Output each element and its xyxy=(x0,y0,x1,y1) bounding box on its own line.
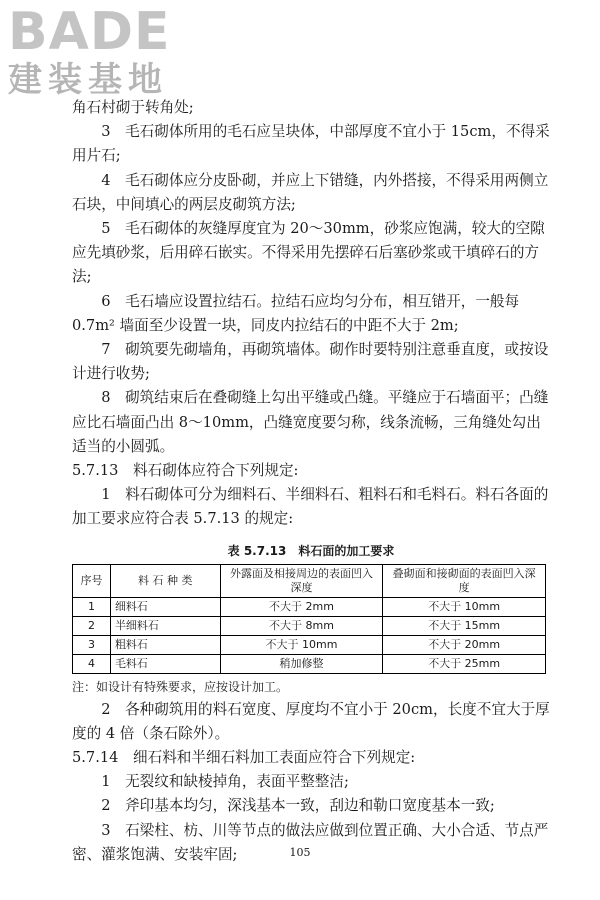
paragraph-5-7-14-item-1: 1 无裂纹和缺棱掉角，表面平整整洁; xyxy=(101,773,349,791)
cell-exposed-depth: 不大于 10mm xyxy=(220,635,383,654)
logo-brand-text: BADE xyxy=(8,2,171,62)
paragraph-item-4: 4 毛石砌体应分皮卧砌，并应上下错缝，内外搭接，不得采用两侧立石块，中间填心的两层皮砌筑方法; xyxy=(72,171,549,213)
page-number: 105 xyxy=(289,846,311,859)
cell-index: 2 xyxy=(73,616,111,635)
paragraph-5-7-13-item-2: 2 各种砌筑用的料石宽度、厚度均不宜小于 20cm，长度不宜大于厚度的 4 倍（条石除外）。 xyxy=(72,700,550,742)
section-heading-5-7-13: 5.7.13 料石砌体应符合下列规定: xyxy=(72,462,299,480)
table-title: 表 5.7.13 料石面的加工要求 xyxy=(227,543,395,558)
cell-bed-depth: 不大于 15mm xyxy=(383,616,546,635)
cell-bed-depth: 不大于 20mm xyxy=(383,635,546,654)
cell-stone-type: 半细料石 xyxy=(110,616,220,635)
cell-index: 1 xyxy=(73,597,111,616)
document-body xyxy=(72,96,550,867)
table-container xyxy=(72,542,550,674)
header-bed-depth: 叠砌面和接砌面的表面凹入深度 xyxy=(383,564,546,597)
paragraph-item-7: 7 砌筑要先砌墙角，再砌筑墙体。砌作时要特别注意垂直度，或按设计进行收势; xyxy=(72,341,549,383)
table-note: 注：如设计有特殊要求，应按设计加工。 xyxy=(72,679,289,694)
cell-bed-depth: 不大于 25mm xyxy=(383,654,546,673)
cell-stone-type: 细料石 xyxy=(110,597,220,616)
brand-logo xyxy=(8,2,171,100)
header-exposed-depth: 外露面及相接周边的表面凹入深度 xyxy=(220,564,383,597)
paragraph-item-5: 5 毛石砌体的灰缝厚度宜为 20～30mm，砂浆应饱满，较大的空隙应先填砂浆，后用碎石嵌实。不得采用先摆碎石后塞砂浆或干填碎石的方法; xyxy=(72,220,545,286)
header-index: 序号 xyxy=(73,564,111,597)
cell-stone-type: 毛料石 xyxy=(110,654,220,673)
table-row xyxy=(73,616,546,635)
paragraph-item-8: 8 砌筑结束后在叠砌缝上勾出平缝或凸缝。平缝应于石墙面平；凸缝应比石墙面凸出 8～10mm，凸缝宽度要匀称，线条流畅，三角缝处勾出适当的小圆弧。 xyxy=(72,389,549,455)
stone-processing-table xyxy=(72,564,546,674)
table-row xyxy=(73,635,546,654)
cell-bed-depth: 不大于 10mm xyxy=(383,597,546,616)
logo-subtitle: 建装基地 xyxy=(8,60,168,100)
cell-index: 3 xyxy=(73,635,111,654)
section-heading-5-7-14: 5.7.14 细石料和半细石料加工表面应符合下列规定: xyxy=(72,749,416,767)
table-row xyxy=(73,654,546,673)
header-stone-type: 料 石 种 类 xyxy=(110,564,220,597)
paragraph-item-6: 6 毛石墙应设置拉结石。拉结石应均匀分布，相互错开，一般每 0.7m² 墙面至少设置一块，同皮内拉结石的中距不大于 2m; xyxy=(72,292,520,334)
cell-exposed-depth: 不大于 2mm xyxy=(220,597,383,616)
cell-exposed-depth: 稍加修整 xyxy=(220,654,383,673)
cell-stone-type: 粗料石 xyxy=(110,635,220,654)
paragraph-item-3: 3 毛石砌体所用的毛石应呈块体，中部厚度不宜小于 15cm，不得采用片石; xyxy=(72,123,550,165)
cell-index: 4 xyxy=(73,654,111,673)
paragraph-5-7-14-item-2: 2 斧印基本均匀，深浅基本一致，刮边和勒口宽度基本一致; xyxy=(101,797,495,815)
cell-exposed-depth: 不大于 8mm xyxy=(220,616,383,635)
paragraph-5-7-13-item-1: 1 料石砌体可分为细料石、半细料石、粗料石和毛料石。料石各面的加工要求应符合表 5.7.13 的规定: xyxy=(72,486,549,528)
paragraph-corner-stone: 角石村砌于转角处; xyxy=(72,99,194,116)
paragraph-5-7-14-item-3: 3 石梁柱、枋、川等节点的做法应做到位置正确、大小合适、节点严密、灌浆饱满、安装牢固; xyxy=(72,821,549,863)
table-row xyxy=(73,597,546,616)
table-header-row xyxy=(73,564,546,597)
